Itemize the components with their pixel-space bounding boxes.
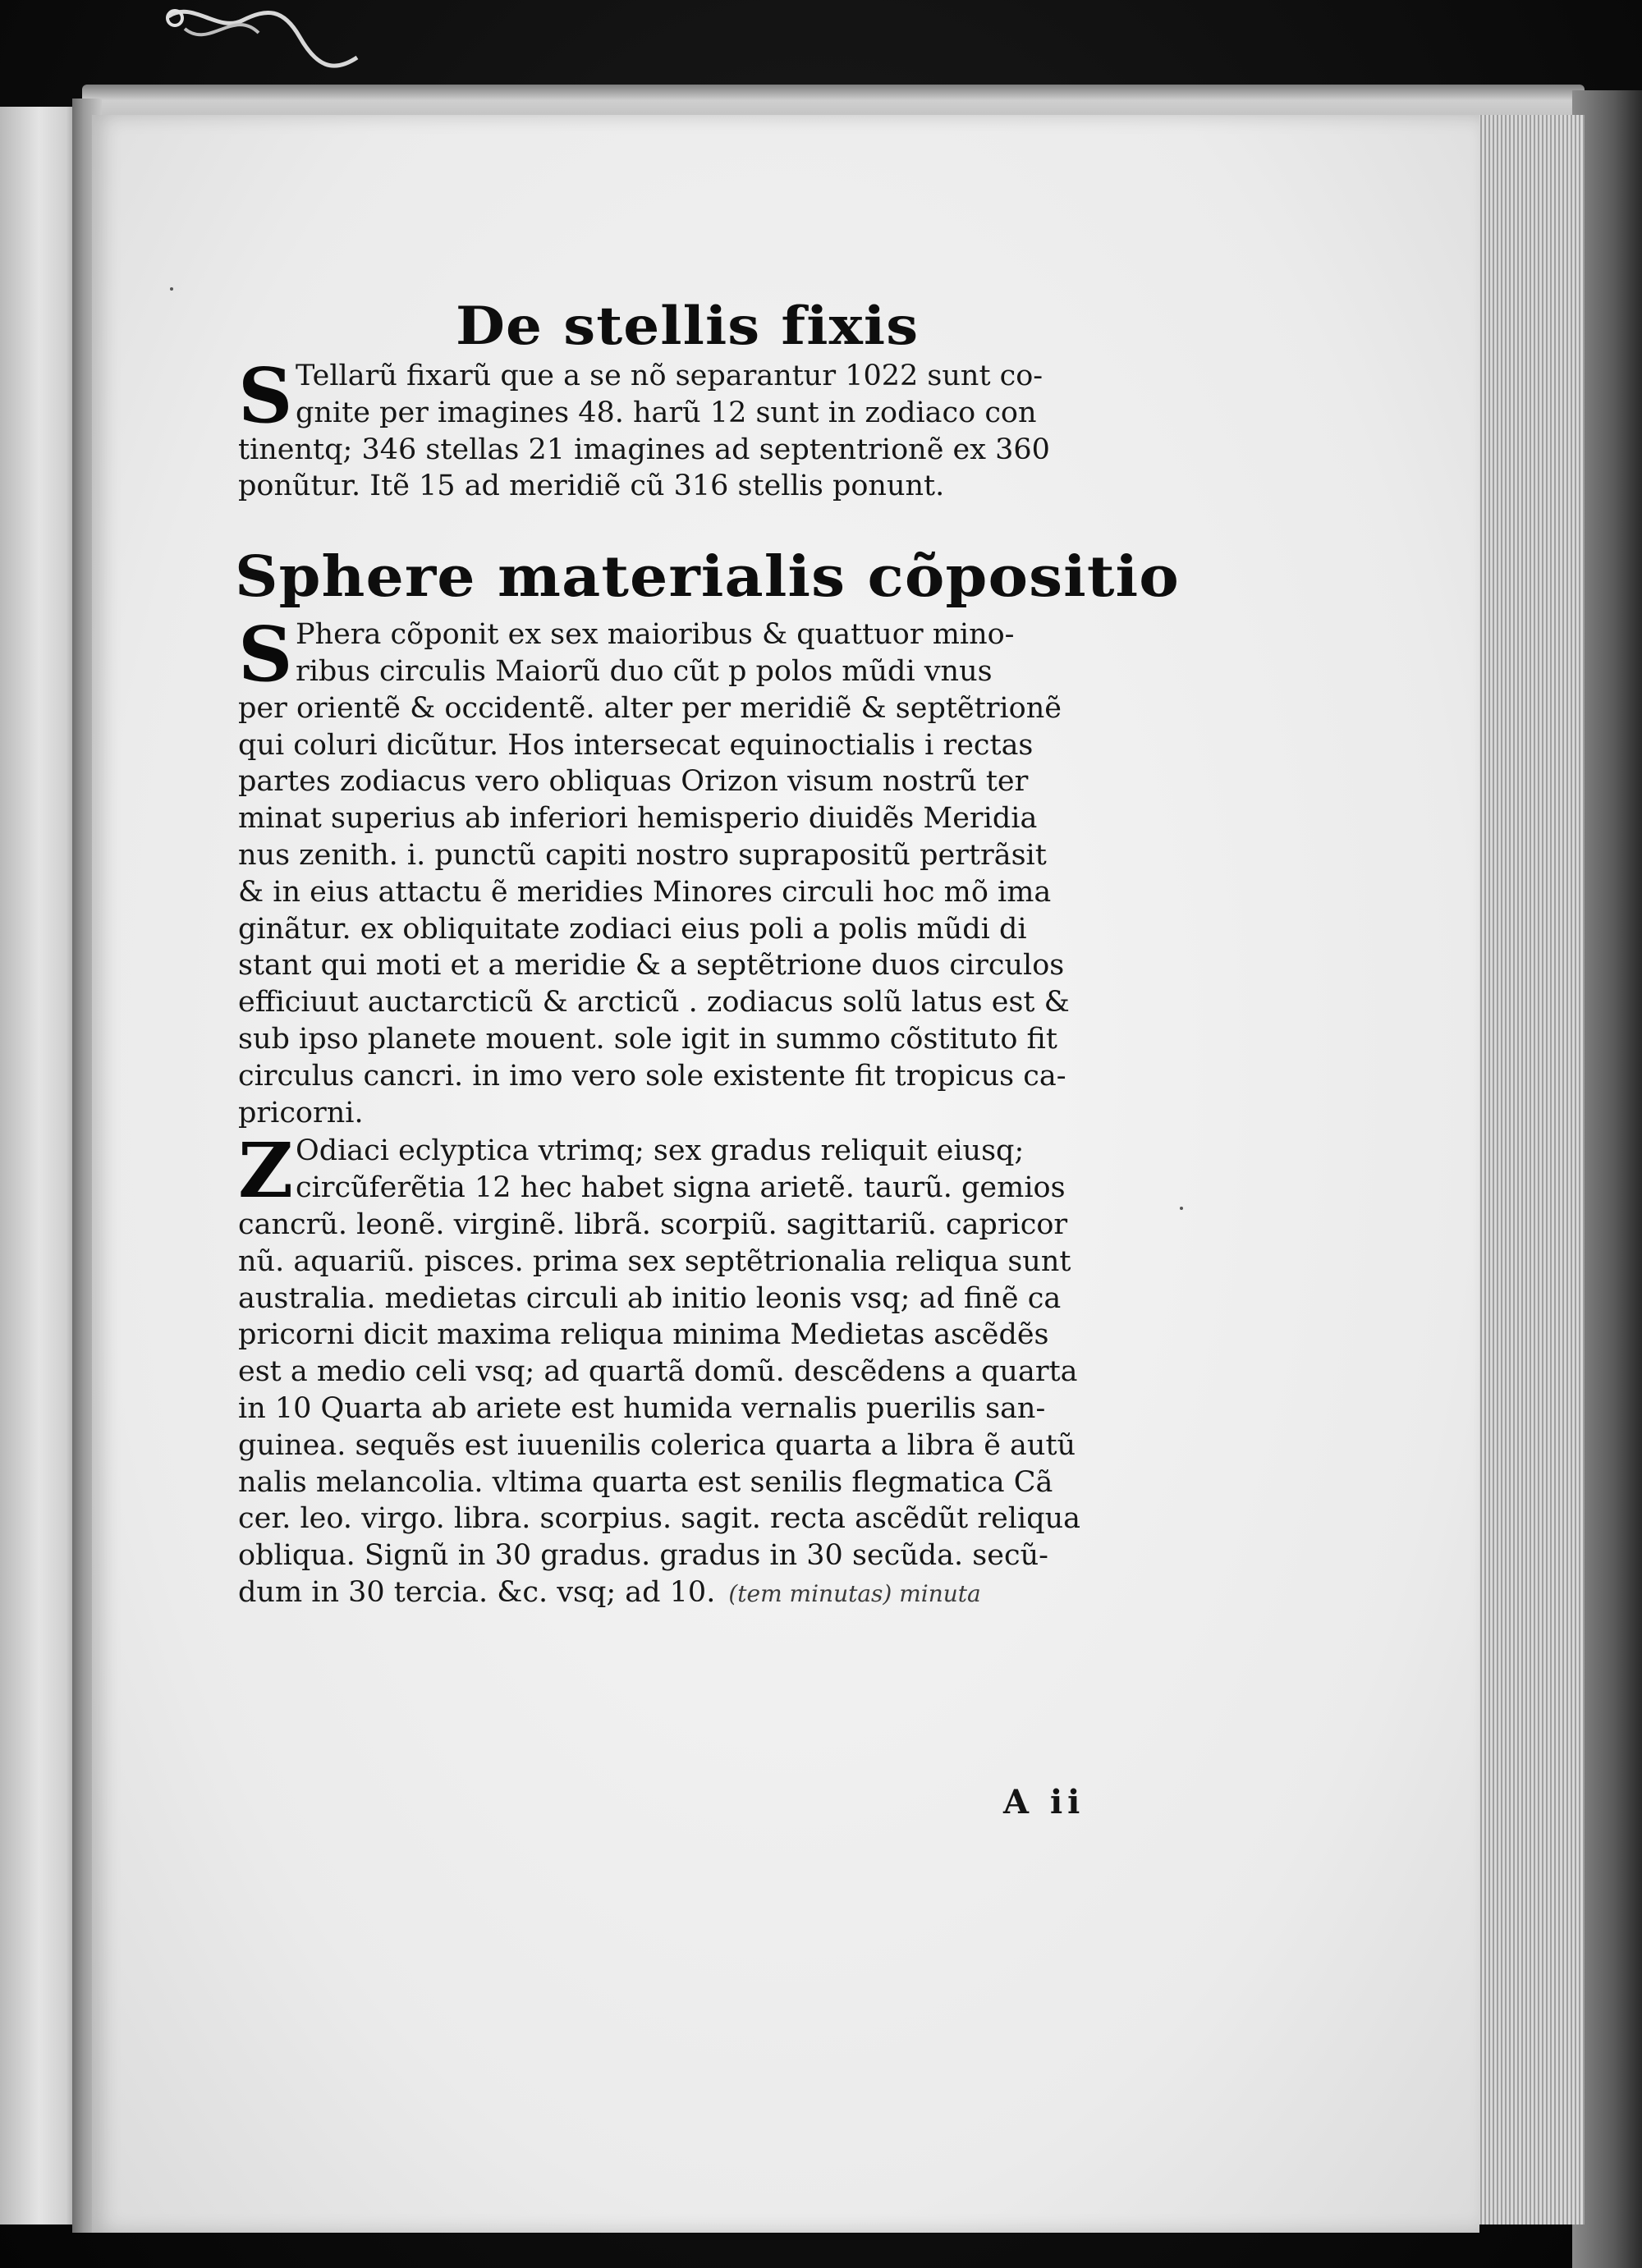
text-line: qui coluri dicũtur. Hos intersecat equinoctialis i rectas — [238, 728, 1034, 762]
text-line: Odiaci eclyptica vtrimq; sex gradus reliquit eiusq; — [296, 1134, 1025, 1168]
text-line: ponũtur. Itẽ 15 ad meridiẽ cũ 316 stellis ponunt. — [238, 470, 945, 503]
text-line: gnite per imagines 48. harũ 12 sunt in zodiaco con — [296, 396, 1037, 429]
text-line: cancrũ. leonẽ. virginẽ. librã. scorpiũ. sagittariũ. capricor — [238, 1207, 1068, 1241]
text-line: tinentq; 346 stellas 21 imagines ad septentrionẽ ex 360 — [238, 433, 1050, 466]
text-line: nalis melancolia. vltima quarta est senilis flegmatica Cã — [238, 1465, 1053, 1499]
text-line: Tellarũ fixarũ que a se nõ separantur 1022 sunt co- — [296, 360, 1043, 392]
text-line: ribus circulis Maiorũ duo cũt p polos mũdi vnus — [296, 654, 993, 688]
paragraph-zodiaci — [238, 1126, 1207, 1611]
text-line: minat superius ab inferiori hemisperio diuidẽs Meridia — [238, 802, 1038, 836]
text-line: per orientẽ & occidentẽ. alter per meridiẽ & septẽtrionẽ — [238, 691, 1062, 725]
drop-cap: Z — [238, 1126, 294, 1216]
text-line: pricorni. — [238, 1096, 364, 1129]
handwritten-marginalia: (tem minutas) minuta — [728, 1579, 981, 1607]
text-line: in 10 Quarta ab ariete est humida vernalis puerilis san- — [238, 1391, 1046, 1425]
page-stack-edges — [1470, 115, 1585, 2224]
text-line: guinea. sequẽs est iuuenilis colerica quarta a libra ẽ autũ — [238, 1428, 1076, 1462]
text-line: circulus cancri. in imo vero sole existente fit tropicus ca- — [238, 1059, 1066, 1093]
text-line: pricorni dicit maxima reliqua minima Medietas ascẽdẽs — [238, 1318, 1049, 1352]
text-line-last — [238, 1574, 1207, 1611]
text-line: sub ipso planete mouent. sole igit in summo cõstituto fit — [238, 1022, 1057, 1056]
text-line: australia. medietas circuli ab initio leonis vsq; ad finẽ ca — [238, 1281, 1062, 1315]
text-line: obliqua. Signũ in 30 gradus. gradus in 30 secũda. secũ- — [238, 1539, 1048, 1573]
text-line-content: dum in 30 tercia. &c. vsq; ad 10. — [238, 1575, 716, 1609]
drop-cap: S — [238, 351, 293, 440]
paragraph-stellae — [238, 351, 1207, 505]
paper-speck — [170, 287, 173, 291]
heading-de-stellis-fixis: De stellis fixis — [456, 296, 920, 357]
text-line: nus zenith. i. punctũ capiti nostro suprapositũ pertrãsit — [238, 838, 1047, 872]
signature-mark: A ii — [1003, 1783, 1085, 1821]
text-line: & in eius attactu ẽ meridies Minores circuli hoc mõ ima — [238, 875, 1052, 909]
text-line: est a medio celi vsq; ad quartã domũ. descẽdens a quarta — [238, 1355, 1078, 1389]
text-line: cer. leo. virgo. libra. scorpius. sagit. recta ascẽdũt reliqua — [238, 1502, 1081, 1536]
verso-page-edge — [0, 107, 80, 2224]
text-line: stant qui moti et a meridie & a septẽtrione duos circulos — [238, 949, 1065, 983]
text-block — [235, 296, 1207, 1611]
paragraph-sphera — [238, 610, 1207, 1131]
text-line: partes zodiacus vero obliquas Orizon visum nostrũ ter — [238, 765, 1029, 799]
text-line: Phera cõponit ex sex maioribus & quattuor mino- — [296, 618, 1015, 652]
heading-sphere-materialis: Sphere materialis cõpositio — [235, 544, 1180, 611]
drop-cap: S — [238, 610, 293, 699]
text-line: nũ. aquariũ. pisces. prima sex septẽtrionalia reliqua sunt — [238, 1244, 1071, 1278]
text-line: ginãtur. ex obliquitate zodiaci eius poli a polis mũdi di — [238, 912, 1027, 946]
bookmark-string — [160, 0, 374, 90]
text-line: efficiuut auctarcticũ & arcticũ . zodiacus solũ latus est & — [238, 986, 1070, 1019]
text-line: circũferẽtia 12 hec habet signa arietẽ. taurũ. gemios — [296, 1171, 1066, 1205]
